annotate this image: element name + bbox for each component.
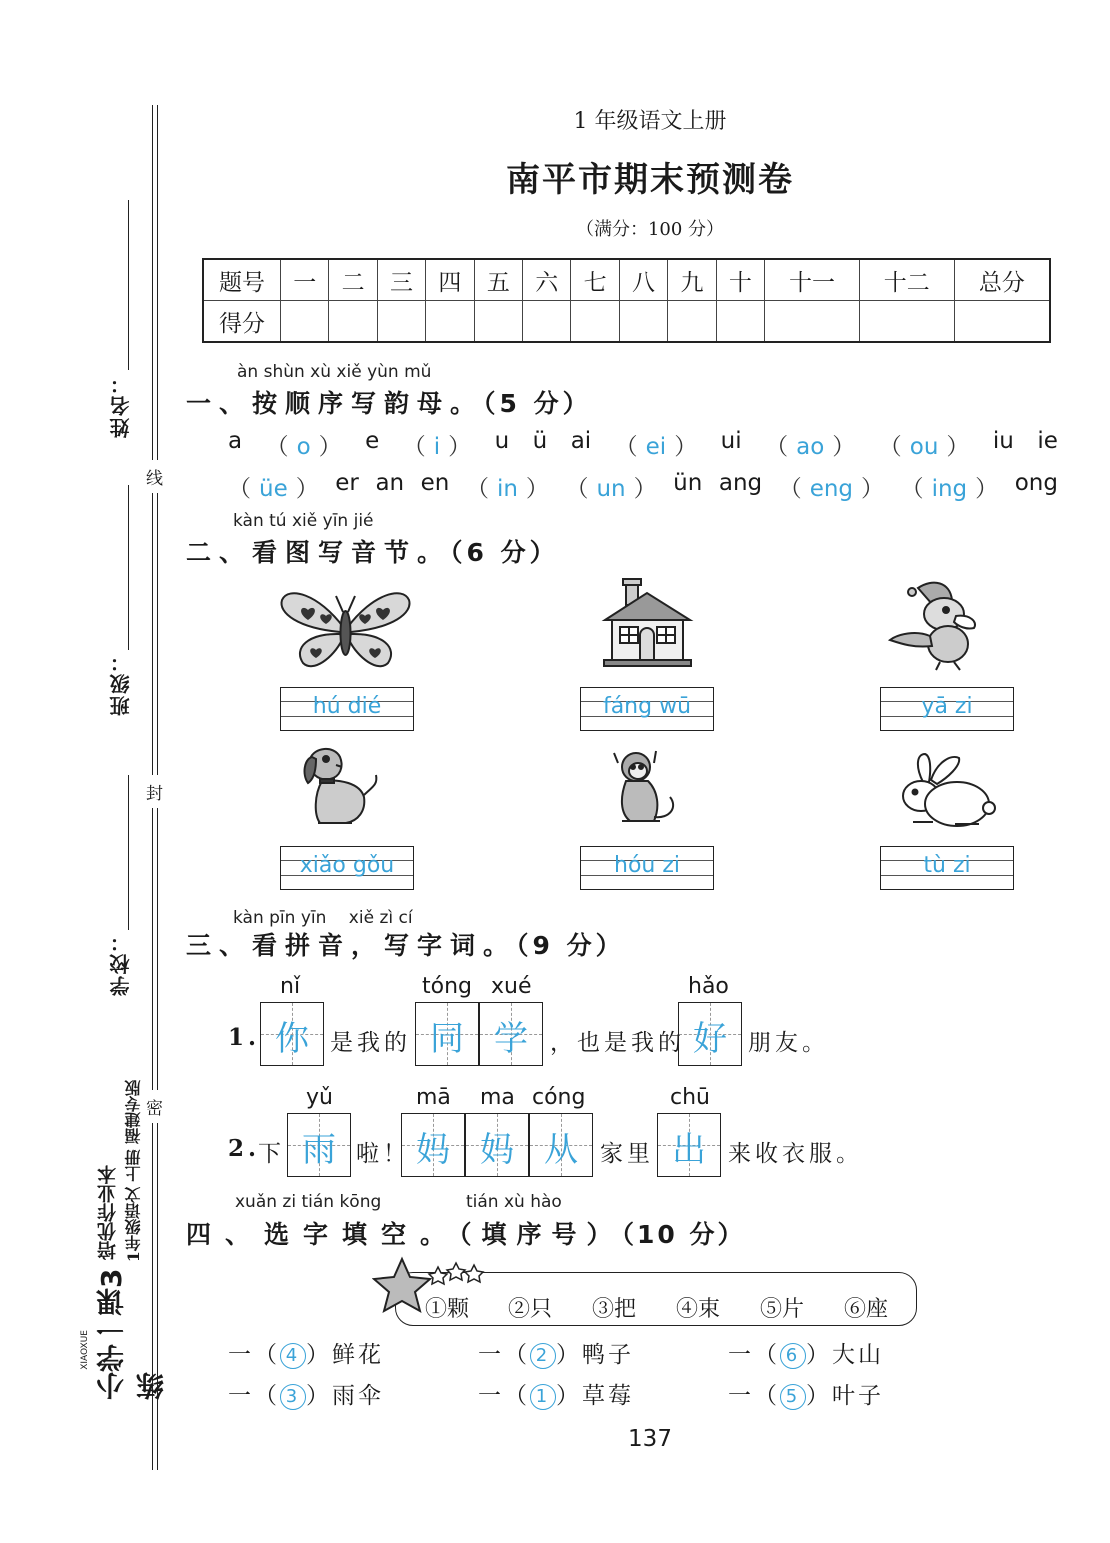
answer-text: üe — [259, 476, 288, 502]
sentence-text: 下 — [258, 1141, 285, 1167]
answer-text: ing — [931, 476, 968, 502]
grid-pinyin: xué — [491, 974, 532, 999]
option-5: ⑤片 — [760, 1297, 805, 1322]
s1-pinyin: àn shùn xù xiě yùn mǔ — [237, 362, 432, 382]
score-cell[interactable] — [765, 301, 860, 343]
sentence-text: 是我的 — [330, 1030, 411, 1056]
vowel-text: er — [335, 470, 359, 496]
cell: 一 — [281, 259, 329, 301]
s4-heading-text: 四、选字填空。 — [186, 1220, 460, 1249]
s3-heading-text: 三、看拼音，写字词。 — [186, 931, 517, 960]
answer-text: un — [596, 476, 626, 502]
score-cell[interactable] — [954, 301, 1050, 343]
fill-item[interactable] — [728, 1377, 884, 1410]
char-grid[interactable] — [260, 1002, 324, 1066]
score-cell[interactable] — [619, 301, 667, 343]
s2-score: （6 分） — [450, 538, 559, 567]
sentence-text: 朋友。 — [748, 1030, 829, 1056]
vowel-text: ang — [718, 470, 763, 496]
paren-open: （ — [878, 434, 902, 460]
answer-box-monkey[interactable] — [580, 846, 714, 890]
fill-post: ）大山 — [806, 1342, 884, 1368]
s3-heading — [186, 926, 625, 962]
full-score: （满分：100 分） — [575, 219, 725, 240]
score-cell[interactable] — [426, 301, 474, 343]
answer-text: i — [433, 434, 441, 460]
fill-item[interactable] — [478, 1336, 634, 1369]
page-title: 南平市期末预测卷 — [506, 160, 794, 200]
char-grid[interactable] — [529, 1113, 593, 1177]
fill-answer: 2 — [530, 1343, 556, 1369]
fill-pre: 一（ — [478, 1342, 530, 1368]
paren-close: ） — [318, 434, 342, 460]
option-2: ②只 — [508, 1297, 553, 1322]
cell: 十二 — [859, 259, 954, 301]
answer-text: ou — [909, 434, 939, 460]
answer-text: tù zi — [923, 853, 971, 878]
fill-pre: 一（ — [728, 1342, 780, 1368]
answer-text: hú dié — [312, 694, 382, 719]
vowel-text: en — [420, 470, 450, 496]
line-number: 1. — [228, 1024, 261, 1051]
grid-pinyin: nǐ — [280, 974, 301, 999]
answer-box-dog[interactable] — [280, 846, 414, 890]
fill-answer: 3 — [280, 1384, 306, 1410]
paren-close: ） — [946, 434, 970, 460]
paren-close: ） — [633, 476, 657, 502]
option-3: ③把 — [592, 1297, 637, 1322]
s1-row1 — [228, 428, 1058, 461]
line-number: 2. — [228, 1135, 261, 1162]
class-label: 班级： — [109, 650, 133, 716]
answer-box-house[interactable] — [580, 687, 714, 731]
char-grid[interactable] — [479, 1002, 543, 1066]
blank-answer[interactable] — [565, 470, 656, 503]
vowel-text: ui — [720, 428, 742, 454]
grid-pinyin: chū — [670, 1085, 710, 1110]
page-number: 137 — [628, 1426, 672, 1452]
paren-close: ） — [448, 434, 472, 460]
class-blank — [128, 485, 129, 650]
fill-pre: 一（ — [478, 1383, 530, 1409]
blank-answer[interactable] — [901, 470, 999, 503]
grid-pinyin: ma — [480, 1085, 515, 1110]
fill-answer: 5 — [780, 1384, 806, 1410]
s2-heading — [186, 533, 559, 569]
fill-answer: 1 — [530, 1384, 556, 1410]
school-blank — [128, 775, 129, 930]
blank-answer[interactable] — [879, 428, 970, 461]
cell: 总分 — [954, 259, 1050, 301]
cell: 四 — [426, 259, 474, 301]
s4-pinyin-2: tián xù hào — [466, 1192, 562, 1212]
vowel-text: an — [375, 470, 405, 496]
cell: 十 — [716, 259, 764, 301]
paren-open: （ — [402, 434, 426, 460]
paren-close: ） — [832, 434, 856, 460]
vowel-text: ong — [1014, 470, 1058, 496]
grid-char: 你 — [275, 1019, 309, 1059]
answer-text: ei — [645, 434, 667, 460]
score-table — [202, 258, 1051, 343]
seal-mi: 密 — [146, 1090, 163, 1123]
fill-post: ）鸭子 — [556, 1342, 634, 1368]
school-label: 学校： — [109, 930, 133, 996]
s2-pinyin: kàn tú xiě yīn jié — [233, 511, 374, 531]
answer-text: yā zi — [921, 694, 973, 719]
rabbit-image — [895, 752, 997, 830]
paren-close: ） — [861, 476, 885, 502]
answer-box-butterfly[interactable] — [280, 687, 414, 731]
answer-text: hóu zi — [614, 853, 680, 878]
option-1: ①颗 — [425, 1297, 470, 1322]
score-cell[interactable] — [571, 301, 619, 343]
fill-post: ）叶子 — [806, 1383, 884, 1409]
sentence-text: 家里 — [600, 1141, 654, 1167]
s3-score: （9 分） — [516, 931, 625, 960]
paren-close: ） — [975, 476, 999, 502]
char-grid[interactable] — [415, 1002, 479, 1066]
fill-pre: 一（ — [228, 1383, 280, 1409]
answer-text: ao — [796, 434, 825, 460]
answer-text: o — [296, 434, 311, 460]
seal-xian: 线 — [146, 460, 163, 493]
paren-close: ） — [525, 476, 549, 502]
blank-answer[interactable] — [228, 470, 319, 503]
char-grid[interactable] — [401, 1113, 465, 1177]
blank-answer[interactable] — [266, 428, 342, 461]
score-cell[interactable] — [474, 301, 522, 343]
fill-pre: 一（ — [728, 1383, 780, 1409]
fill-post: ）草莓 — [556, 1383, 634, 1409]
score-table-row-score — [203, 301, 1050, 343]
blank-answer[interactable] — [615, 428, 698, 461]
fill-pre: 一（ — [228, 1342, 280, 1368]
s4-heading — [186, 1215, 746, 1251]
option-6: ⑥座 — [844, 1297, 889, 1322]
monkey-image — [600, 747, 682, 831]
grid-char: 妈 — [416, 1130, 450, 1170]
fill-item[interactable] — [228, 1336, 384, 1369]
fill-item[interactable] — [728, 1336, 884, 1369]
grid-char: 妈 — [480, 1130, 514, 1170]
sentence-text: 啦！ — [356, 1141, 410, 1167]
blank-answer[interactable] — [765, 428, 855, 461]
char-grid[interactable] — [678, 1002, 742, 1066]
paren-open: （ — [614, 434, 638, 460]
s1-score: （5 分） — [483, 389, 592, 418]
grid-char: 出 — [672, 1130, 706, 1170]
cell: 三 — [377, 259, 425, 301]
paren-open: （ — [565, 476, 589, 502]
s1-row2 — [228, 470, 1058, 503]
grid-pinyin: mā — [416, 1085, 451, 1110]
grid-char: 好 — [693, 1019, 727, 1059]
sentence-text: ，也是我的 — [550, 1030, 685, 1056]
answer-text: eng — [809, 476, 854, 502]
vowel-text: a — [228, 428, 243, 454]
answer-text: xiǎo gǒu — [299, 853, 395, 878]
fill-answer: 4 — [280, 1343, 306, 1369]
vowel-text: ün — [673, 470, 703, 496]
answer-box-rabbit[interactable] — [880, 846, 1014, 890]
score-cell[interactable] — [668, 301, 716, 343]
fill-item[interactable] — [228, 1377, 384, 1410]
grid-char: 同 — [430, 1019, 464, 1059]
cell: 九 — [668, 259, 716, 301]
cell: 题号 — [203, 259, 281, 301]
s1-heading-text: 一、按顺序写韵母。 — [186, 389, 484, 418]
duck-image — [888, 578, 988, 674]
vowel-text: u — [494, 428, 510, 454]
cell: 七 — [571, 259, 619, 301]
butterfly-image — [278, 588, 413, 673]
vowel-text: iu — [992, 428, 1014, 454]
s1-heading — [186, 384, 592, 420]
cell: 二 — [329, 259, 377, 301]
dog-image — [300, 745, 380, 831]
grid-pinyin: yǔ — [306, 1085, 333, 1110]
grid-pinyin: tóng — [422, 974, 472, 999]
paren-open: （ — [900, 476, 924, 502]
book-brand — [72, 1070, 168, 1400]
answer-box-duck[interactable] — [880, 687, 1014, 731]
cell: 得分 — [203, 301, 281, 343]
char-grid[interactable] — [657, 1113, 721, 1177]
s4-pinyin-1: xuǎn zi tián kōng — [235, 1192, 382, 1212]
grid-char: 学 — [494, 1019, 528, 1059]
cell: 五 — [474, 259, 522, 301]
s2-heading-text: 二、看图写音节。 — [186, 538, 451, 567]
option-4: ④束 — [676, 1297, 721, 1322]
answer-text: in — [496, 476, 518, 502]
paren-close: ） — [674, 434, 698, 460]
score-cell[interactable] — [377, 301, 425, 343]
grid-pinyin: hǎo — [688, 974, 729, 999]
book-subtitle: 1年级语文 上册 福建专版 — [124, 1080, 143, 1263]
s4-paren: （填序号） — [459, 1220, 622, 1249]
s4-score: （10 分） — [621, 1220, 746, 1249]
fill-post: ）雨伞 — [306, 1383, 384, 1409]
score-cell[interactable] — [859, 301, 954, 343]
char-grid[interactable] — [287, 1113, 351, 1177]
seal-feng: 封 — [146, 775, 163, 808]
cell: 六 — [523, 259, 571, 301]
grid-pinyin: cóng — [532, 1085, 586, 1110]
name-label: 姓名： — [109, 372, 133, 438]
blank-answer[interactable] — [466, 470, 549, 503]
paren-open: （ — [465, 476, 489, 502]
vowel-text: ü — [532, 428, 548, 454]
vowel-text: ai — [570, 428, 592, 454]
blank-answer[interactable] — [779, 470, 884, 503]
fill-answer: 6 — [780, 1343, 806, 1369]
paren-close: ） — [295, 476, 319, 502]
char-grid[interactable] — [465, 1113, 529, 1177]
grade-subtitle: 1 年级语文上册 — [573, 109, 727, 134]
cell: 八 — [619, 259, 667, 301]
score-cell[interactable] — [281, 301, 329, 343]
score-cell[interactable] — [329, 301, 377, 343]
grid-char: 雨 — [302, 1130, 336, 1170]
grid-char: 从 — [544, 1130, 578, 1170]
paren-open: （ — [265, 434, 289, 460]
sentence-text: 来收衣服。 — [728, 1141, 863, 1167]
house-image — [600, 575, 695, 670]
book-pinyin: XIAOXUE — [80, 1330, 90, 1370]
paren-open: （ — [228, 476, 251, 502]
paren-open: （ — [765, 434, 789, 460]
score-cell[interactable] — [716, 301, 764, 343]
book-brand-name: 小学一课3练 — [95, 1268, 168, 1400]
vowel-text: ie — [1037, 428, 1058, 454]
fill-item[interactable] — [478, 1377, 634, 1410]
score-cell[interactable] — [523, 301, 571, 343]
cell: 十一 — [765, 259, 860, 301]
score-table-row-header — [203, 259, 1050, 301]
vowel-text: e — [365, 428, 380, 454]
paren-open: （ — [778, 476, 802, 502]
book-series: 培优作业本 — [97, 1165, 119, 1260]
blank-answer[interactable] — [403, 428, 471, 461]
s3-pinyin: kàn pīn yīn xiě zì cí — [233, 908, 413, 928]
answer-text: fáng wū — [602, 694, 692, 719]
fill-post: ）鲜花 — [306, 1342, 384, 1368]
